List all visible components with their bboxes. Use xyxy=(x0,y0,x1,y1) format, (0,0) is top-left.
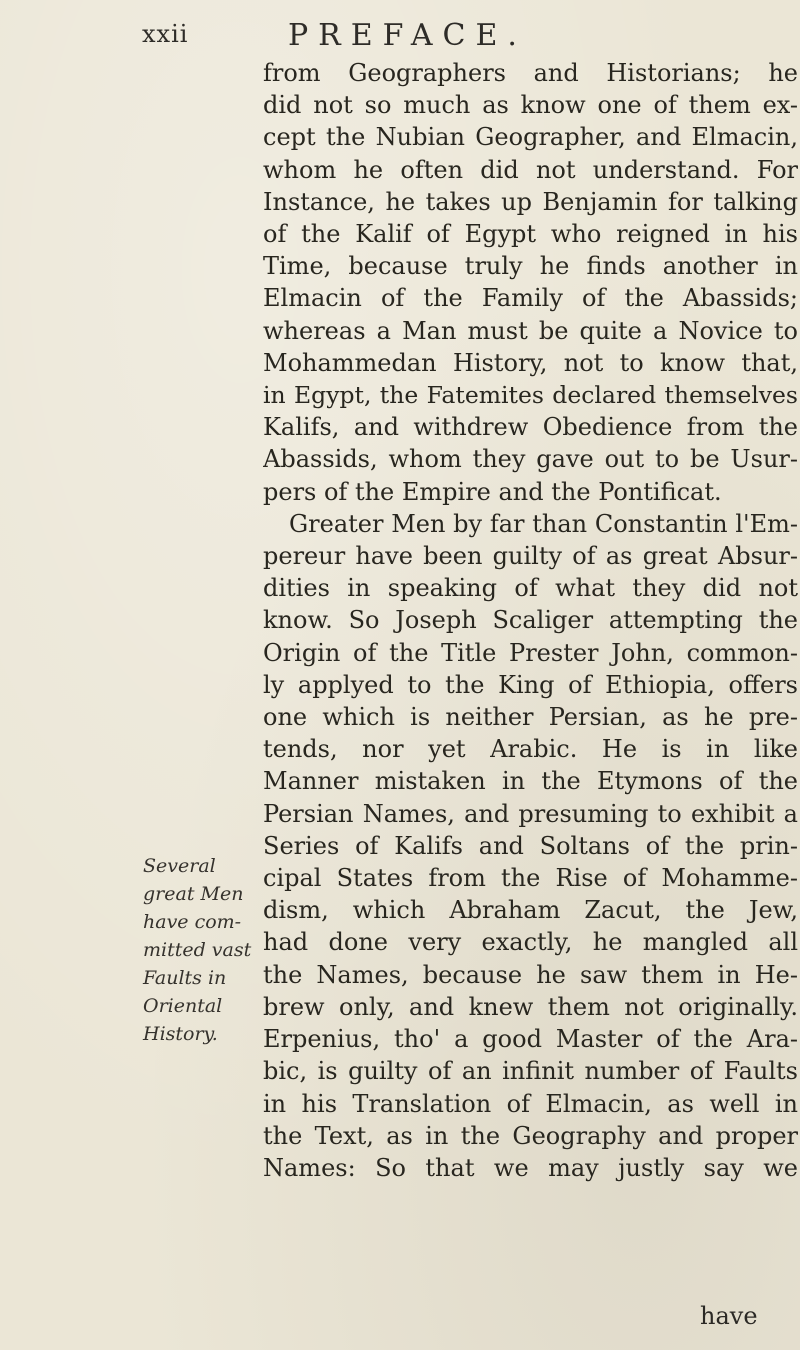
text-line: Kalifs, and withdrew Obedience from the xyxy=(263,413,798,442)
text-line: brew only, and knew them not originally. xyxy=(263,992,798,1021)
text-line: Series of Kalifs and Soltans of the prin- xyxy=(263,831,798,860)
text-line: had done very exactly, he mangled all xyxy=(263,928,798,957)
text-line: cipal States from the Rise of Mohamme- xyxy=(263,864,798,893)
margin-note xyxy=(143,852,261,1048)
body-text xyxy=(263,57,798,1184)
text-line: the Names, because he saw them in He- xyxy=(263,960,798,989)
text-line: in his Translation of Elmacin, as well in xyxy=(263,1089,798,1118)
margin-note-line: History. xyxy=(143,1023,218,1045)
text-line: Instance, he takes up Benjamin for talking xyxy=(263,187,798,216)
text-line: ly applyed to the King of Ethiopia, offers xyxy=(263,670,798,699)
text-line: in Egypt, the Fatemites declared themselves xyxy=(263,381,798,410)
text-line: pereur have been guilty of as great Absur- xyxy=(263,542,798,571)
text-line: Origin of the Title Prester John, common- xyxy=(263,638,798,667)
text-line: know. So Joseph Scaliger attempting the xyxy=(263,606,798,635)
text-line: tends, nor yet Arabic. He is in like xyxy=(263,735,798,764)
text-line: dism, which Abraham Zacut, the Jew, xyxy=(263,896,798,925)
text-line: from Geographers and Historians; he xyxy=(263,59,798,87)
text-line: Erpenius, tho' a good Master of the Ara- xyxy=(263,1025,798,1054)
running-head: PREFACE. xyxy=(288,18,527,53)
text-line: whereas a Man must be quite a Novice to xyxy=(263,316,798,345)
text-line: Manner mistaken in the Etymons of the xyxy=(263,767,798,796)
text-line: Elmacin of the Family of the Abassids; xyxy=(263,284,798,313)
margin-note-line: have com- xyxy=(143,911,242,933)
margin-note-line: Oriental xyxy=(143,995,223,1017)
text-line: Persian Names, and presuming to exhibit a xyxy=(263,799,798,828)
text-line: dities in speaking of what they did not xyxy=(263,574,798,603)
text-line: Greater Men by far than Constantin l'Em- xyxy=(289,509,798,538)
text-line: did not so much as know one of them ex- xyxy=(263,91,798,120)
text-line: one which is neither Persian, as he pre- xyxy=(263,703,798,732)
text-line: Time, because truly he finds another in xyxy=(263,252,798,281)
page-number: xxii xyxy=(142,20,189,48)
margin-note-line: great Men xyxy=(143,883,244,905)
text-line: bic, is guilty of an infinit number of Faults xyxy=(263,1057,798,1086)
text-line: the Text, as in the Geography and proper xyxy=(263,1121,798,1150)
text-line: pers of the Empire and the Pontificat. xyxy=(263,477,722,506)
text-line: of the Kalif of Egypt who reigned in his xyxy=(263,220,798,249)
text-line: cept the Nubian Geographer, and Elmacin, xyxy=(263,123,798,152)
catchword: have xyxy=(700,1302,758,1330)
margin-note-line: Faults in xyxy=(143,967,227,989)
text-line: Names: So that we may justly say we xyxy=(263,1153,798,1182)
margin-note-line: mitted vast xyxy=(143,939,252,961)
margin-note-line: Several xyxy=(143,855,216,877)
text-line: Mohammedan History, not to know that, xyxy=(263,348,798,377)
text-line: Abassids, whom they gave out to be Usur- xyxy=(263,445,798,474)
text-line: whom he often did not understand. For xyxy=(263,155,798,184)
